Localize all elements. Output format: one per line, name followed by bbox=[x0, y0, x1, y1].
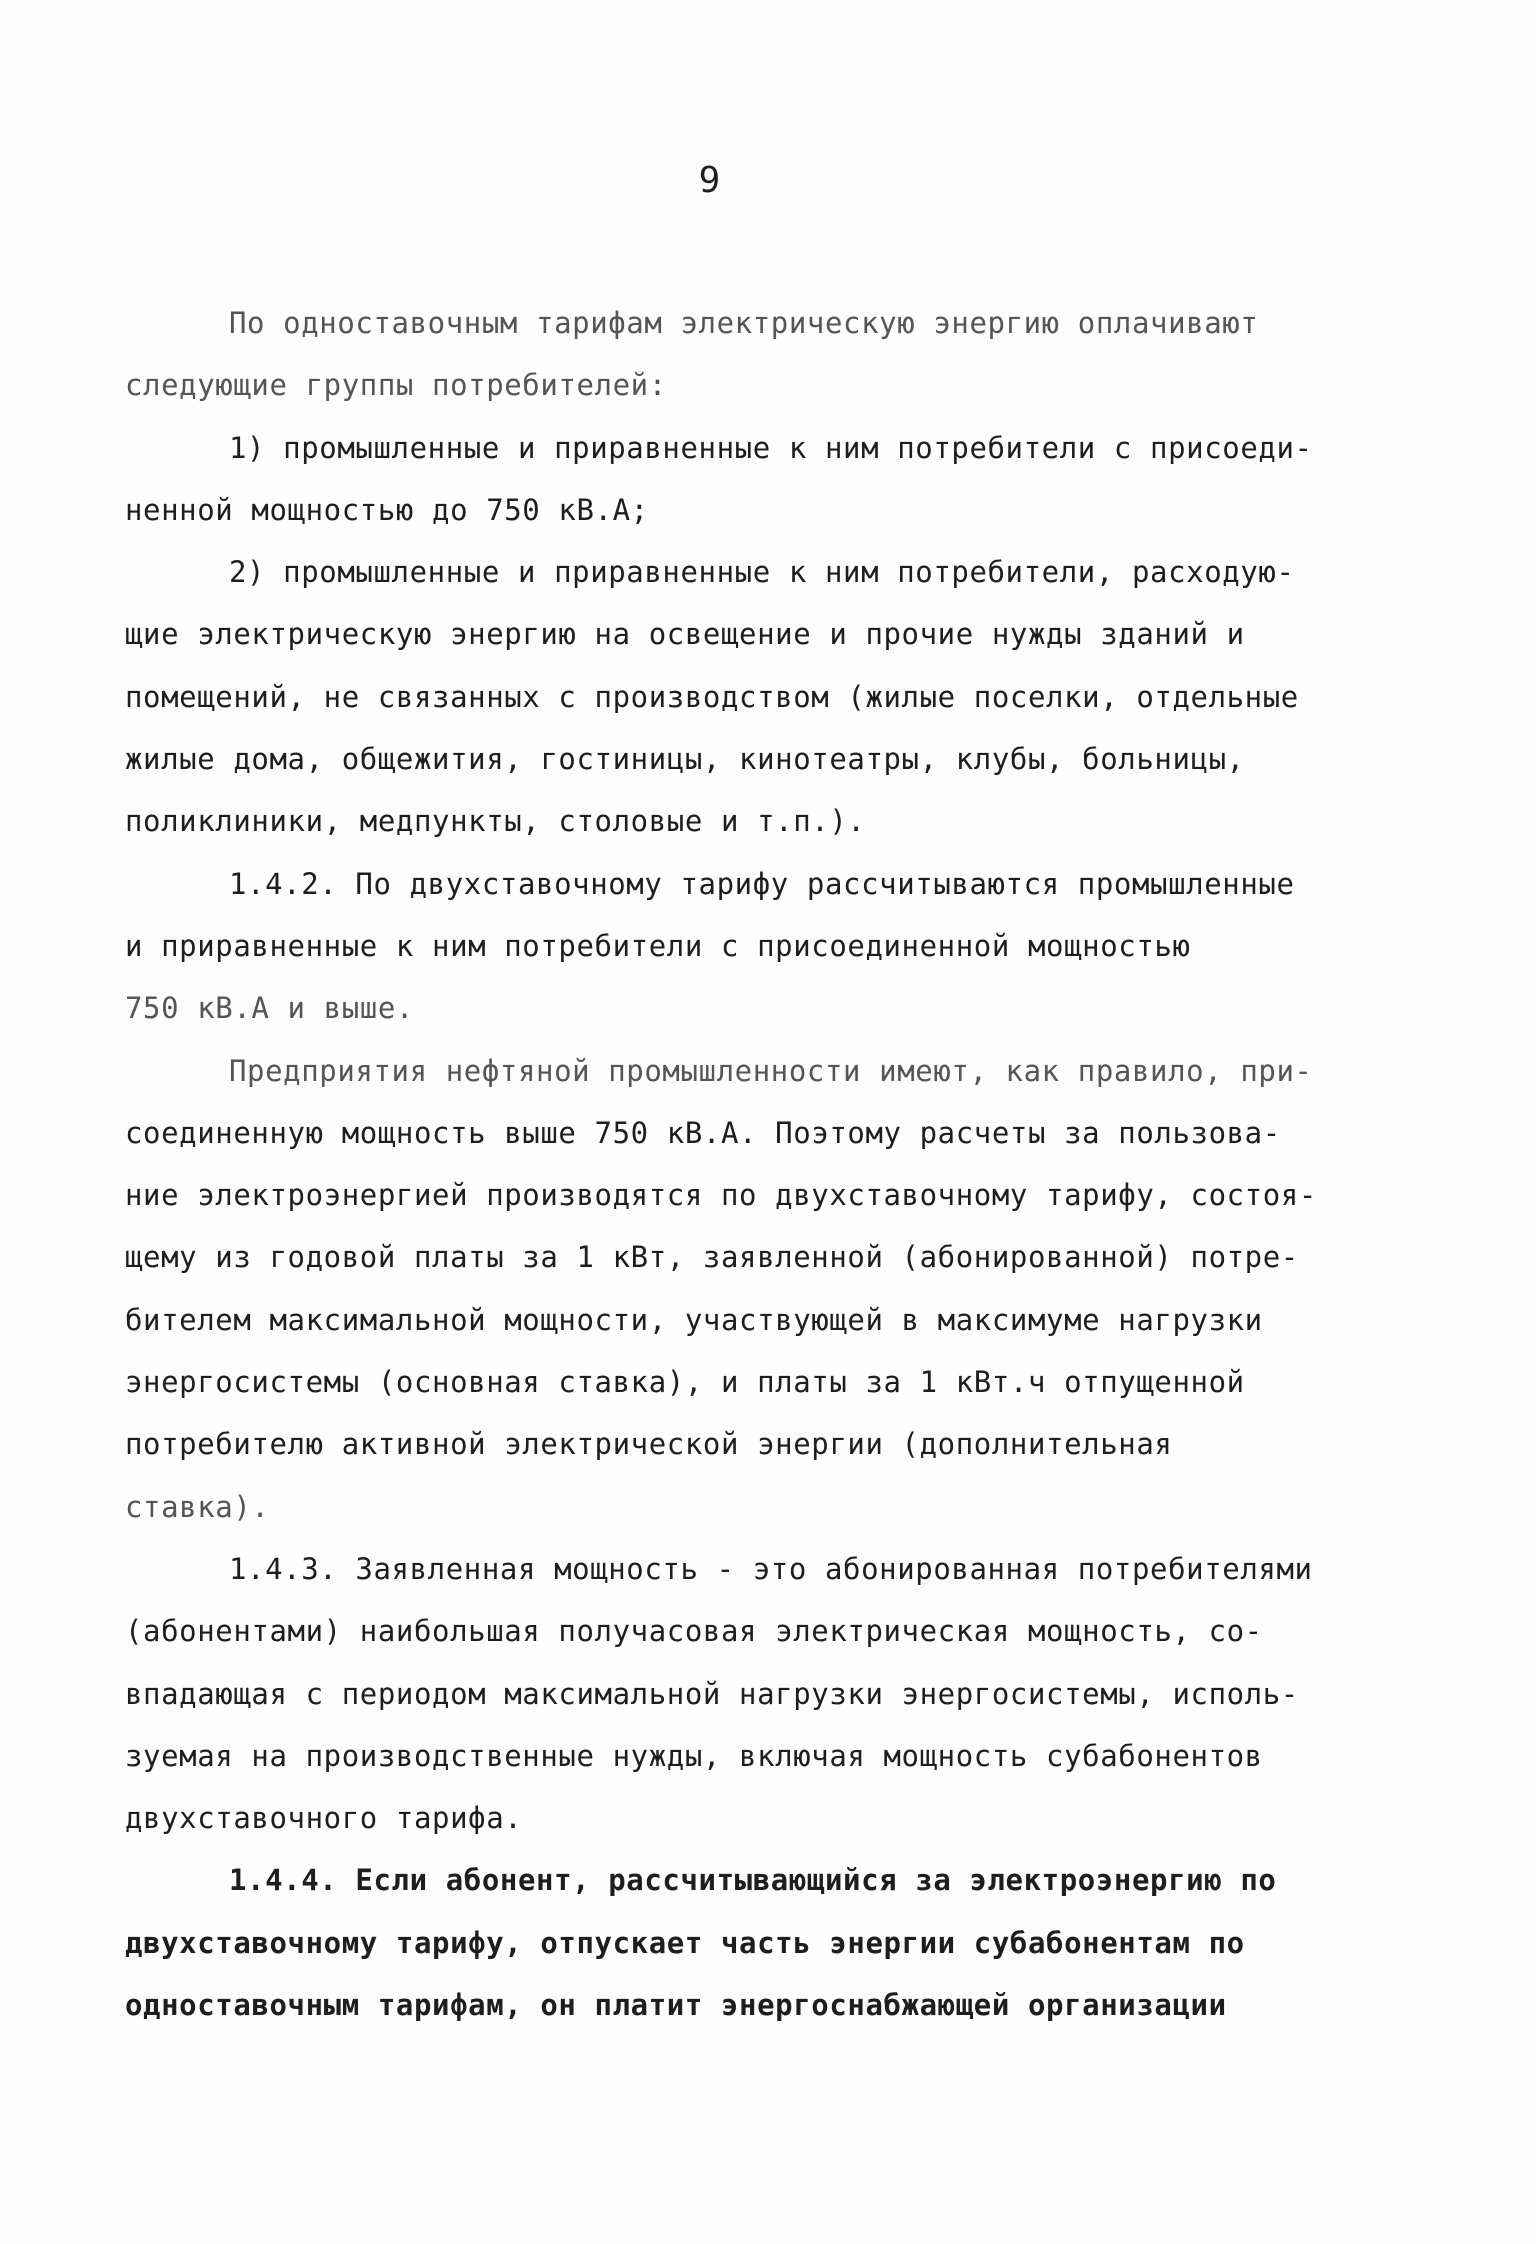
text-line: щему из годовой платы за 1 кВт, заявленной (абонированной) потре- bbox=[125, 1240, 1299, 1275]
text-line: По одноставочным тарифам электрическую энергию оплачивают bbox=[229, 306, 1259, 340]
text-line: ставка). bbox=[125, 1489, 270, 1524]
text-line: соединенную мощность выше 750 кВ.А. Поэтому расчеты за пользова- bbox=[125, 1115, 1281, 1150]
text-line: помещений, не связанных с производством (жилые поселки, отдельные bbox=[125, 679, 1299, 714]
text-line: Предприятия нефтяной промышленности имеют, как правило, при- bbox=[229, 1053, 1313, 1088]
text-line: одноставочным тарифам, он платит энергоснабжающей организации bbox=[125, 1988, 1227, 2023]
text-line: 2) промышленные и приравненные к ним потребители, расходую- bbox=[229, 555, 1295, 590]
text-line: поликлиники, медпункты, столовые и т.п.). bbox=[125, 804, 866, 839]
text-line: двухставочному тарифу, отпускает часть энергии субабонентам по bbox=[125, 1925, 1245, 1960]
text-line: двухставочного тарифа. bbox=[125, 1801, 523, 1836]
text-line: потребителю активной электрической энергии (дополнительная bbox=[125, 1427, 1173, 1462]
text-line: энергосистемы (основная ставка), и платы за 1 кВт.ч отпущенной bbox=[125, 1365, 1245, 1400]
text-line: впадающая с периодом максимальной нагрузки энергосистемы, исполь- bbox=[125, 1676, 1299, 1711]
body-text bbox=[125, 292, 1415, 2036]
text-line: (абонентами) наибольшая получасовая электрическая мощность, со- bbox=[125, 1614, 1263, 1649]
text-line: жилые дома, общежития, гостиницы, кинотеатры, клубы, больницы, bbox=[125, 742, 1245, 777]
text-line: бителем максимальной мощности, участвующей в максимуме нагрузки bbox=[125, 1302, 1263, 1337]
text-line: 750 кВ.А и выше. bbox=[125, 991, 414, 1026]
text-line: зуемая на производственные нужды, включая мощность субабонентов bbox=[125, 1738, 1263, 1773]
text-line: ние электроэнергией производятся по двухставочному тарифу, состоя- bbox=[125, 1178, 1317, 1213]
text-line: следующие группы потребителей: bbox=[125, 368, 667, 403]
text-line: 1.4.3. Заявленная мощность - это абонированная потребителями bbox=[229, 1551, 1313, 1586]
text-line: 1.4.2. По двухставочному тарифу рассчитываются промышленные bbox=[229, 866, 1295, 901]
text-line: 1.4.4. Если абонент, рассчитывающийся за электроэнергию по bbox=[229, 1863, 1277, 1898]
text-line: щие электрическую энергию на освещение и прочие нужды зданий и bbox=[125, 617, 1245, 652]
text-line: и приравненные к ним потребители с присоединенной мощностью bbox=[125, 928, 1191, 963]
text-line: 1) промышленные и приравненные к ним потребители с присоеди- bbox=[229, 430, 1313, 465]
text-line: ненной мощностью до 750 кВ.А; bbox=[125, 492, 649, 527]
page-number: 9 bbox=[698, 160, 722, 201]
